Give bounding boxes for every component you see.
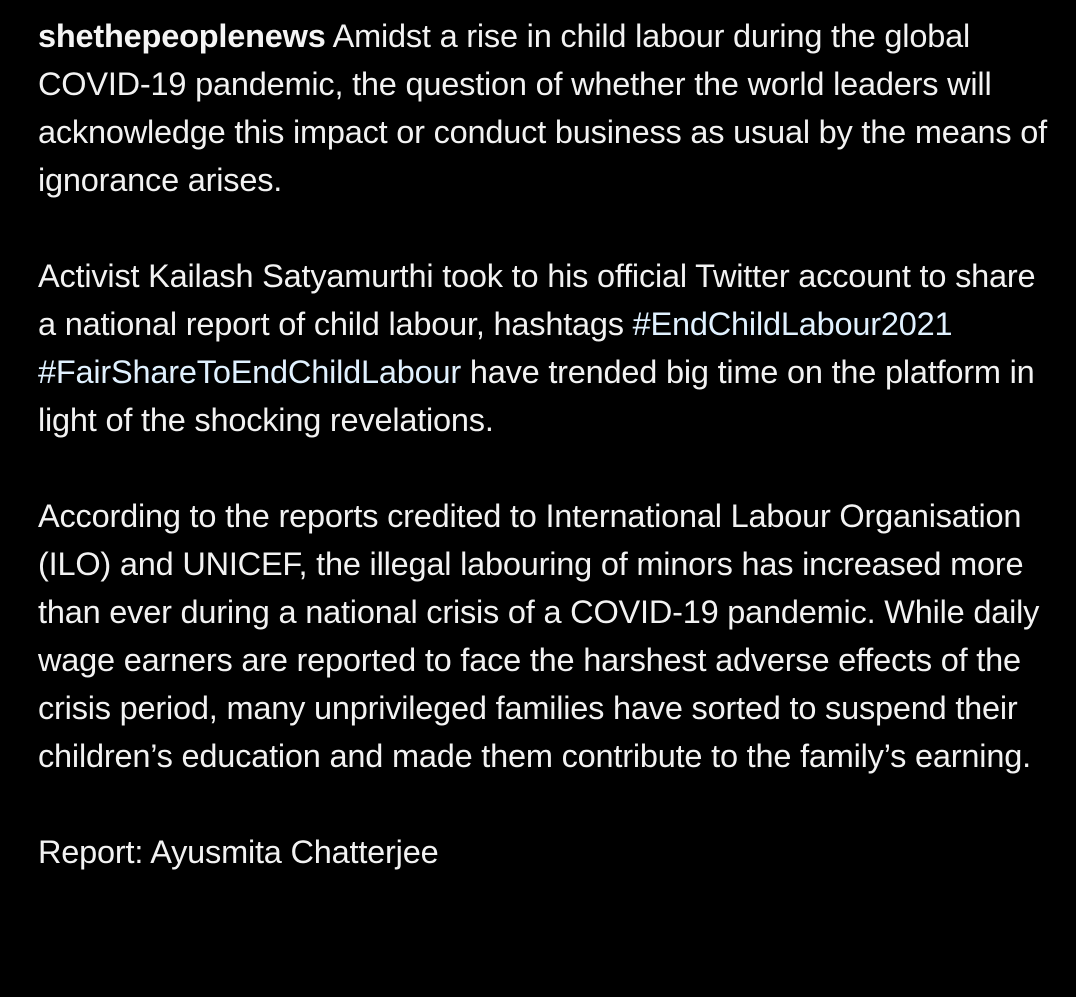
caption-paragraph-intro xyxy=(38,12,1048,204)
username-link[interactable]: shethepeoplenews xyxy=(38,18,326,54)
hashtag-link-fairsharetoendchildlabour[interactable]: #FairShareToEndChildLabour xyxy=(38,354,461,390)
caption-report-credit xyxy=(38,828,1048,876)
caption-hashtags-after-text: have trended big time on the platform in light of the shocking revelations. xyxy=(38,354,1035,438)
caption-paragraph-report xyxy=(38,492,1048,780)
caption-report-text: According to the reports credited to International Labour Organisation (ILO) and UNICEF, the illegal labouring of minors has increased more than ever during a national crisis of a COVID-19 pandemic. While daily wage earners are reported to face the harshest adverse effects of the crisis period, many unprivileged families have sorted to suspend their children’s education and made them contribute to the family’s earning. xyxy=(38,498,1040,774)
hashtag-link-endchildlabour2021[interactable]: #EndChildLabour2021 xyxy=(632,306,953,342)
post-caption xyxy=(38,12,1048,876)
caption-intro-text: Amidst a rise in child labour during the global COVID-19 pandemic, the question of whether the world leaders will acknowledge this impact or conduct business as usual by the means of ignorance arises. xyxy=(38,18,1047,198)
report-credit-text: Report: Ayusmita Chatterjee xyxy=(38,834,439,870)
caption-paragraph-hashtags xyxy=(38,252,1048,444)
caption-hashtags-before-text: Activist Kailash Satyamurthi took to his official Twitter account to share a national report of child labour, hashtags xyxy=(38,258,1036,342)
